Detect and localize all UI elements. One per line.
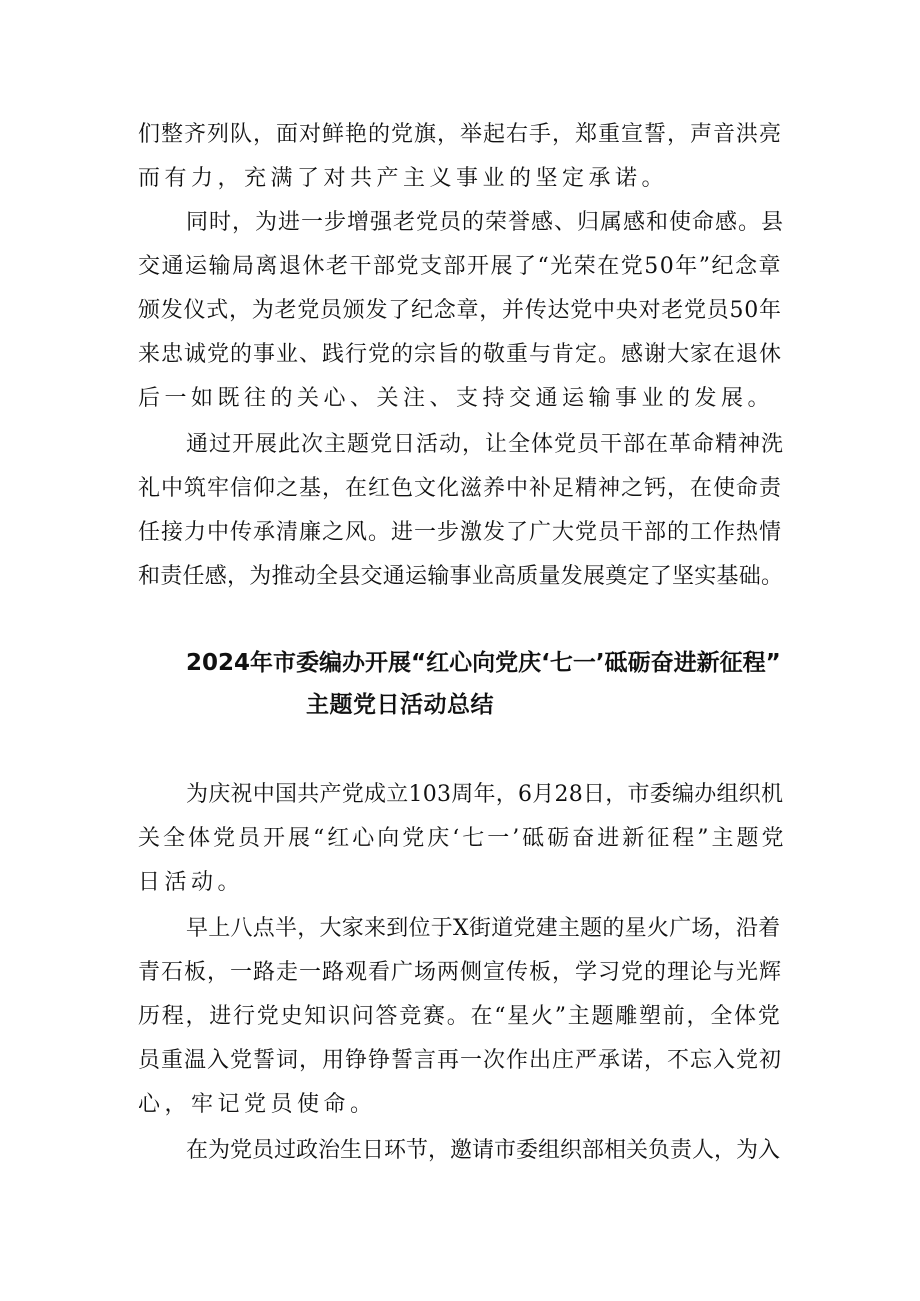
paragraph-line: 们整齐列队，面对鲜艳的党旗，举起右手，郑重宣誓，声音洪亮 — [138, 122, 783, 147]
paragraph-line: 任接力中传承清廉之风。进一步激发了广大党员干部的工作热情 — [138, 520, 783, 545]
paragraph-line: 在为党员过政治生日环节，邀请市委组织部相关负责人，为入 — [186, 1138, 781, 1163]
document-title-line-2: 主题党日活动总结 — [306, 692, 494, 718]
paragraph-line: 心，牢记党员使命。 — [138, 1092, 377, 1117]
paragraph-line: 交通运输局离退休老干部党支部开展了“光荣在党50年”纪念章 — [138, 254, 782, 279]
paragraph-line: 颁发仪式，为老党员颁发了纪念章，并传达党中央对老党员50年 — [138, 298, 782, 323]
paragraph-line: 历程，进行党史知识问答竞赛。在“星火”主题雕塑前，全体党 — [138, 1004, 782, 1029]
paragraph-line: 青石板，一路走一路观看广场两侧宣传板，学习党的理论与光辉 — [138, 960, 783, 985]
paragraph-line: 员重温入党誓词，用铮铮誓言再一次作出庄严承诺，不忘入党初 — [138, 1048, 783, 1073]
paragraph-line: 关全体党员开展“红心向党庆‘七一’砥砺奋进新征程”主题党 — [138, 826, 787, 851]
paragraph-line: 和责任感，为推动全县交通运输事业高质量发展奠定了坚实基础。 — [138, 564, 784, 589]
document-title-line-1: 2024年市委编办开展“红心向党庆‘七一’砥砺奋进新征程” — [186, 650, 781, 676]
paragraph-line: 通过开展此次主题党日活动，让全体党员干部在革命精神洗 — [186, 432, 785, 457]
paragraph-line: 而有力，充满了对共产主义事业的坚定承诺。 — [138, 166, 669, 191]
paragraph-line: 日活动。 — [138, 870, 245, 895]
paragraph-line: 礼中筑牢信仰之基，在红色文化滋养中补足精神之钙，在使命责 — [138, 476, 783, 501]
paragraph-line: 同时，为进一步增强老党员的荣誉感、归属感和使命感。县 — [186, 210, 785, 235]
paragraph-line: 为庆祝中国共产党成立103周年，6月28日，市委编办组织机 — [186, 782, 784, 807]
paragraph-line: 来忠诚党的事业、践行党的宗旨的敬重与肯定。感谢大家在退休 — [138, 342, 783, 367]
paragraph-line: 后一如既往的关心、关注、支持交通运输事业的发展。 — [138, 386, 775, 411]
paragraph-line: 早上八点半，大家来到位于X街道党建主题的星火广场，沿着 — [186, 916, 781, 941]
